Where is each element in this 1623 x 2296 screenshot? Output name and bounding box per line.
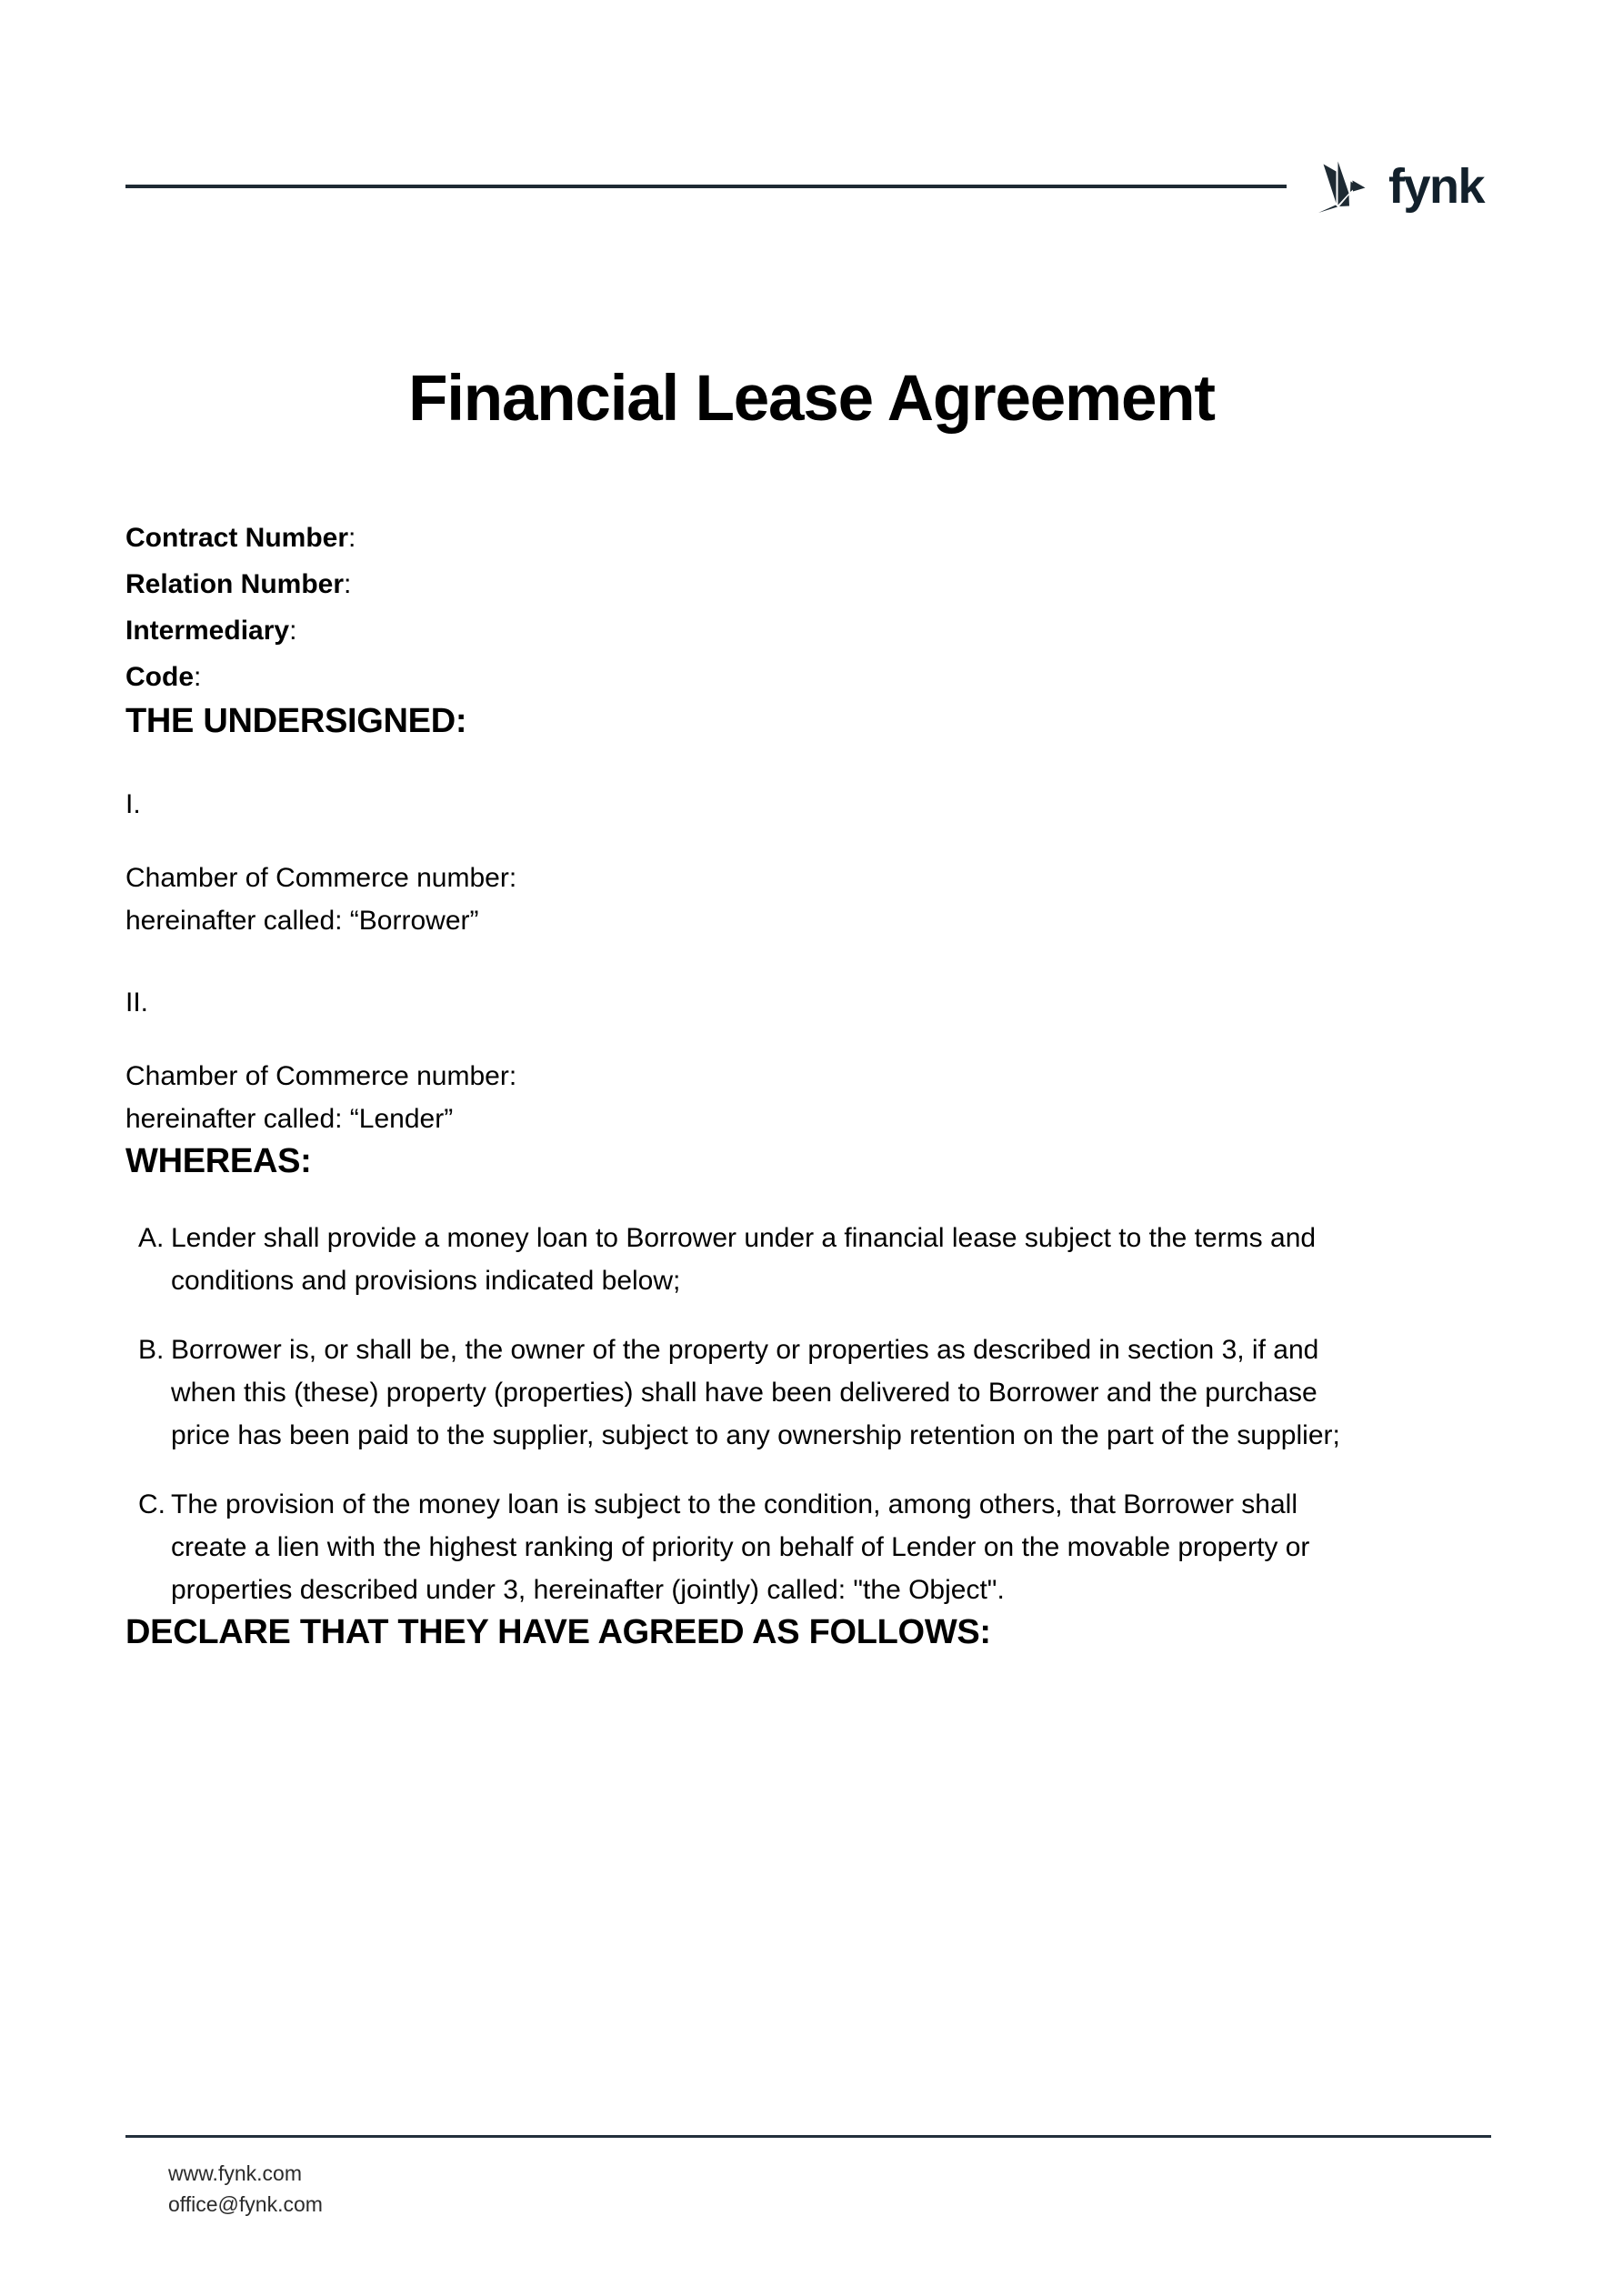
party-block-lender [125, 1055, 1498, 1140]
metadata-separator: : [344, 569, 352, 599]
whereas-item-c [125, 1483, 1353, 1611]
party-block-borrower [125, 857, 1498, 942]
list-marker: B. [138, 1335, 165, 1365]
chamber-of-commerce-line: Chamber of Commerce number: [125, 862, 517, 893]
metadata-row-code [125, 654, 1498, 700]
whereas-list [125, 1217, 1498, 1611]
metadata-label: Contract Number [125, 523, 349, 553]
party-numeral-ii: II. [125, 987, 149, 1018]
page-header [125, 136, 1498, 236]
heading-declare-agreed: DECLARE THAT THEY HAVE AGREED AS FOLLOWS: [125, 1613, 991, 1651]
page-footer [125, 2135, 1491, 2220]
metadata-label: Intermediary [125, 616, 290, 646]
metadata-row-contract-number [125, 515, 1498, 561]
contract-metadata-list [125, 515, 1498, 700]
list-item-text: The provision of the money loan is subject to the condition, among others, that Borrower shall create a lien with the highest ranking of priority on behalf of Lender on the movable property or properties described under 3, hereinafter (jointly) called: "the Object". [171, 1489, 1310, 1605]
document-body [125, 515, 1498, 1655]
list-marker: C. [138, 1489, 165, 1519]
footer-email: office@fynk.com [168, 2192, 323, 2216]
footer-contact-block [125, 2158, 1491, 2220]
metadata-separator: : [348, 523, 356, 553]
hereinafter-called-line: hereinafter called: “Lender” [125, 1103, 454, 1134]
footer-divider-rule [125, 2135, 1491, 2138]
whereas-item-a [125, 1217, 1353, 1302]
fynk-wordmark: fynk [1388, 159, 1485, 214]
metadata-label: Code [125, 662, 194, 692]
heading-whereas: WHEREAS: [125, 1141, 312, 1180]
list-marker: A. [138, 1223, 165, 1253]
party-numeral-i: I. [125, 788, 141, 819]
document-title: Financial Lease Agreement [408, 362, 1215, 435]
fynk-logo [1317, 159, 1484, 214]
list-item-text: Borrower is, or shall be, the owner of the property or properties as described in section 3, if and when this (these) property (properties) shall have been delivered to Borrower and the purchase price has been paid to the supplier, subject to any ownership retention on the part of the supplier; [171, 1335, 1340, 1450]
metadata-label: Relation Number [125, 569, 345, 599]
hereinafter-called-line: hereinafter called: “Borrower” [125, 905, 479, 936]
metadata-row-relation-number [125, 561, 1498, 607]
heading-the-undersigned: THE UNDERSIGNED: [125, 702, 467, 740]
list-item-text: Lender shall provide a money loan to Borrower under a financial lease subject to the terms and conditions and provisions indicated below; [171, 1223, 1317, 1296]
whereas-item-b [125, 1328, 1353, 1457]
metadata-separator: : [194, 662, 202, 692]
chamber-of-commerce-line: Chamber of Commerce number: [125, 1060, 517, 1091]
metadata-separator: : [289, 616, 297, 646]
fynk-origami-bird-logo [1317, 159, 1373, 214]
header-divider-rule [125, 185, 1287, 188]
footer-website: www.fynk.com [168, 2161, 302, 2185]
metadata-row-intermediary [125, 607, 1498, 654]
